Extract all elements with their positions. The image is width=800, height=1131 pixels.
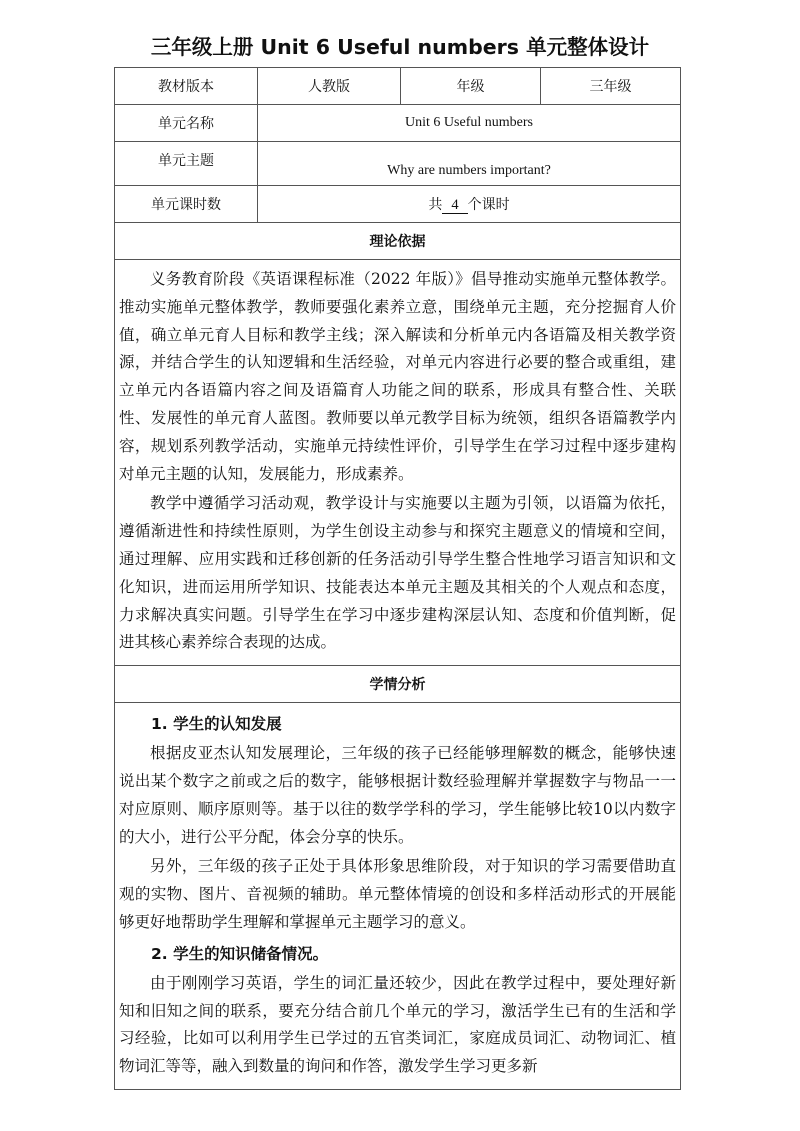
hours-row	[115, 186, 681, 223]
analysis-heading: 学情分析	[115, 666, 681, 703]
unit-name-row	[115, 105, 681, 142]
edition-label: 教材版本	[115, 68, 258, 105]
analysis-subheading-2: 2. 学生的知识储备情况。	[151, 944, 329, 963]
theory-body	[115, 260, 681, 666]
analysis-heading-row	[115, 666, 681, 703]
theory-body-row	[115, 260, 681, 666]
hours-label: 单元课时数	[115, 186, 258, 223]
theory-paragraph-2: 教学中遵循学习活动观，教学设计与实施要以主题为引领，以语篇为依托，遵循渐进性和持续性原则，为学生创设主动参与和探究主题意义的情境和空间，通过理解、应用实践和迁移创新的任务活动引导学生整合性地学习语言知识和文化知识，进而运用所学知识、技能表达本单元主题及其相关的个人观点和态度，力求解决真实问题。引导学生在学习中逐步建构深层认知、态度和价值判断，促进其核心素养综合表现的达成。	[119, 494, 676, 652]
unit-design-table	[114, 67, 681, 1090]
analysis-subheading-1: 1. 学生的认知发展	[151, 715, 282, 734]
page-title: 三年级上册 Unit 6 Useful numbers 单元整体设计	[150, 35, 650, 59]
edition-value: 人教版	[258, 68, 401, 105]
hours-number: 4	[442, 198, 467, 214]
grade-value: 三年级	[541, 68, 681, 105]
theme-value: Why are numbers important?	[258, 142, 681, 186]
theory-paragraph-1: 义务教育阶段《英语课程标准（2022 年版）》倡导推动实施单元整体教学。推动实施单元整体教学，教师要强化素养立意，围绕单元主题，充分挖掘育人价值，确立单元育人目标和教学主线；深入解读和分析单元内各语篇及相关教学资源，并结合学生的认知逻辑和生活经验，对单元内容进行必要的整合或重组，建立单元内各语篇内容之间及语篇育人功能之间的联系，形成具有整合性、关联性、发展性的单元育人蓝图。教师要以单元教学目标为统领，组织各语篇教学内容，规划系列教学活动，实施单元持续性评价，引导学生在学习过程中逐步建构对单元主题的认知，发展能力，形成素养。	[119, 270, 676, 483]
unit-name-value: Unit 6 Useful numbers	[258, 105, 681, 142]
hours-value	[258, 186, 681, 223]
analysis-body-row	[115, 703, 681, 1090]
analysis-paragraph-1: 根据皮亚杰认知发展理论，三年级的孩子已经能够理解数的概念，能够快速说出某个数字之前或之后的数字，能够根据计数经验理解并掌握数字与物品一一对应原则、顺序原则等。基于以往的数学学科的学习，学生能够比较10以内数字的大小，进行公平分配，体会分享的快乐。	[119, 744, 676, 846]
theme-row	[115, 142, 681, 186]
hours-prefix: 共	[428, 197, 443, 213]
unit-name-label: 单元名称	[115, 105, 258, 142]
grade-label: 年级	[401, 68, 541, 105]
analysis-paragraph-3: 由于刚刚学习英语，学生的词汇量还较少，因此在教学过程中，要处理好新知和旧知之间的联系，要充分结合前几个单元的学习，激活学生已有的生活和学习经验，比如可以利用学生已学过的五官类词汇，家庭成员词汇、动物词汇、植物词汇等等，融入到数量的询问和作答，激发学生学习更多新	[119, 973, 676, 1076]
analysis-paragraph-2: 另外，三年级的孩子正处于具体形象思维阶段，对于知识的学习需要借助直观的实物、图片、音视频的辅助。单元整体情境的创设和多样活动形式的开展能够更好地帮助学生理解和掌握单元主题学习的意义。	[119, 857, 676, 931]
theory-heading: 理论依据	[115, 223, 681, 260]
edition-row	[115, 68, 681, 105]
theme-label: 单元主题	[115, 142, 258, 186]
hours-suffix: 个课时	[467, 197, 510, 213]
theory-heading-row	[115, 223, 681, 260]
analysis-body	[115, 703, 681, 1090]
